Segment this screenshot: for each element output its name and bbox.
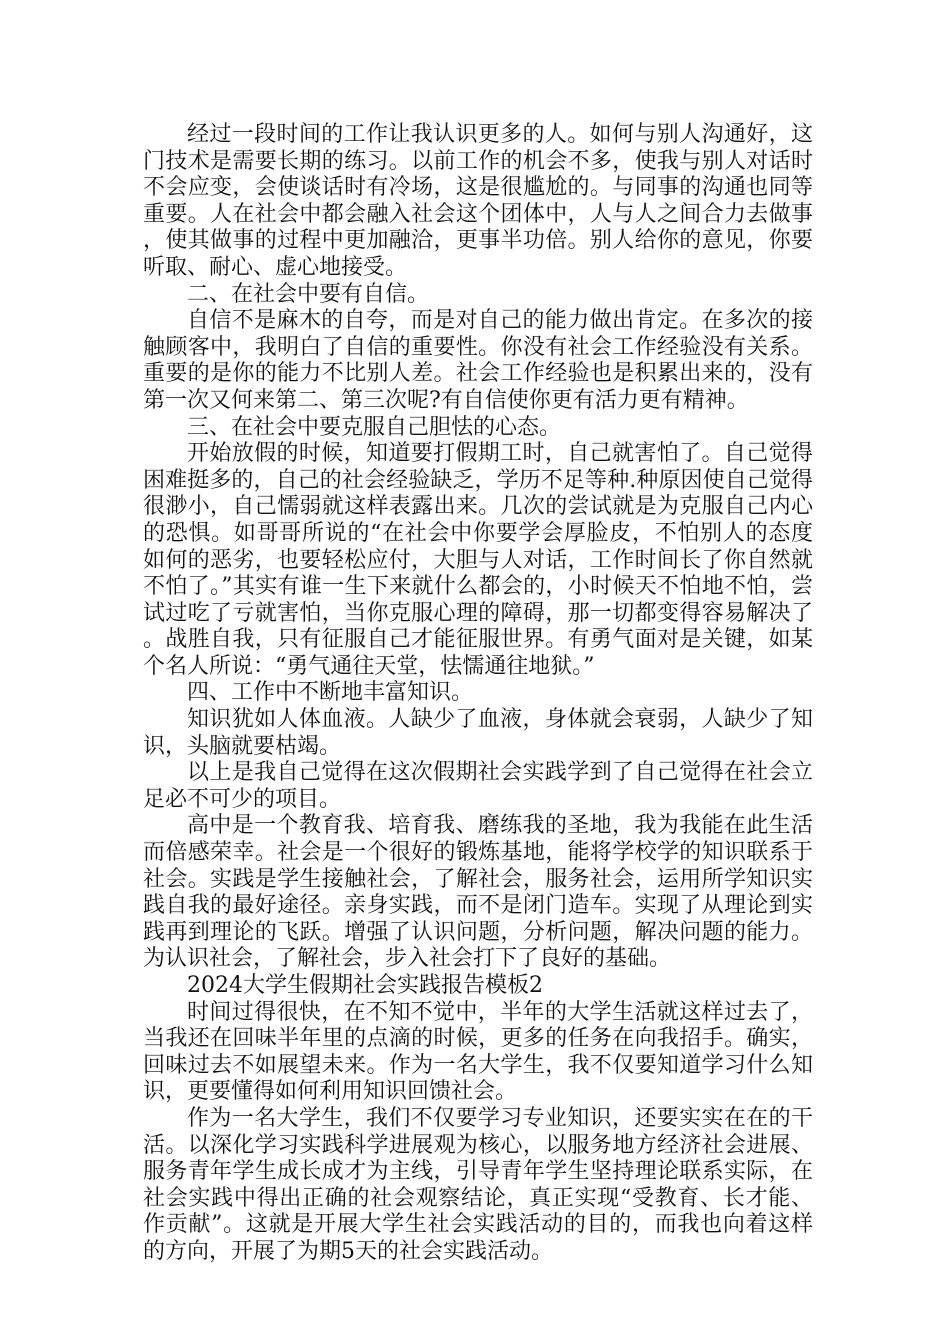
document-body xyxy=(143,122,813,1266)
section-heading: 三、在社会中要克服自己胆怯的心态。 xyxy=(187,414,562,440)
body-paragraph: 高中是一个教育我、培育我、磨练我的圣地，我为我能在此生活而倍感荣幸。社会是一个很好的锻炼基地，能将学校学的知识联系于社会。实践是学生接触社会，了解社会，服务社会，运用所学知识实践自我的最好途径。亲身实践，而不是闭门造车。实现了从理论到实践再到理论的飞跃。增强了认识问题，分析问题，解决问题的能力。为认识社会，了解社会，步入社会打下了良好的基础。 xyxy=(143,813,813,972)
section-heading: 二、在社会中要有自信。 xyxy=(187,281,430,307)
body-paragraph: 时间过得很快，在不知不觉中，半年的大学生活就这样过去了，当我还在回味半年里的点滴的时候，更多的任务在向我招手。确实，回味过去不如展望未来。作为一名大学生，我不仅要知道学习什么知识，更要懂得如何利用知识回馈社会。 xyxy=(143,999,813,1105)
body-paragraph: 经过一段时间的工作让我认识更多的人。如何与别人沟通好，这门技术是需要长期的练习。以前工作的机会不多，使我与别人对话时不会应变，会使谈话时有冷场，这是很尴尬的。与同事的沟通也同等重要。人在社会中都会融入社会这个团体中，人与人之间合力去做事，使其做事的过程中更加融洽，更事半功倍。别人给你的意见，你要听取、耐心、虚心地接受。 xyxy=(143,122,813,280)
body-paragraph: 以上是我自己觉得在这次假期社会实践学到了自己觉得在社会立足必不可少的项目。 xyxy=(143,760,813,812)
document-title: 2024大学生假期社会实践报告模板2 xyxy=(187,973,543,998)
body-paragraph: 知识犹如人体血液。人缺少了血液，身体就会衰弱，人缺少了知识，头脑就要枯竭。 xyxy=(143,707,813,759)
body-paragraph: 自信不是麻木的自夸，而是对自己的能力做出肯定。在多次的接触顾客中，我明白了自信的重要性。你没有社会工作经验没有关系。重要的是你的能力不比别人差。社会工作经验也是积累出来的，没有第一次又何来第二、第三次呢?有自信使你更有活力更有精神。 xyxy=(143,308,813,413)
body-paragraph: 作为一名大学生，我们不仅要学习专业知识，还要实实在在的干活。以深化学习实践科学进展观为核心，以服务地方经济社会进展、服务青年学生成长成才为主线，引导青年学生坚持理论联系实际，在社会实践中得出正确的社会观察结论，真正实现“受教育、长才能、作贡献”。这就是开展大学生社会实践活动的目的，而我也向着这样的方向，开展了为期5天的社会实践活动。 xyxy=(143,1105,813,1264)
section-heading: 四、工作中不断地丰富知识。 xyxy=(187,680,474,706)
body-paragraph: 开始放假的时候，知道要打假期工时，自己就害怕了。自己觉得困难挺多的，自己的社会经验缺乏，学历不足等种.种原因使自己觉得很渺小，自己懦弱就这样表露出来。几次的尝试就是为克服自己内心的恐惧。如哥哥所说的“在社会中你要学会厚脸皮，不怕别人的态度如何的恶劣，也要轻松应付，大胆与人对话，工作时间长了你自然就不怕了。”其实有谁一生下来就什么都会的，小时候天不怕地不怕，尝试过吃了亏就害怕，当你克服心理的障碍，那一切都变得容易解决了。战胜自我，只有征服自己才能征服世界。有勇气面对是关键，如某个名人所说：“勇气通往天堂，怯懦通往地狱。” xyxy=(143,441,813,679)
